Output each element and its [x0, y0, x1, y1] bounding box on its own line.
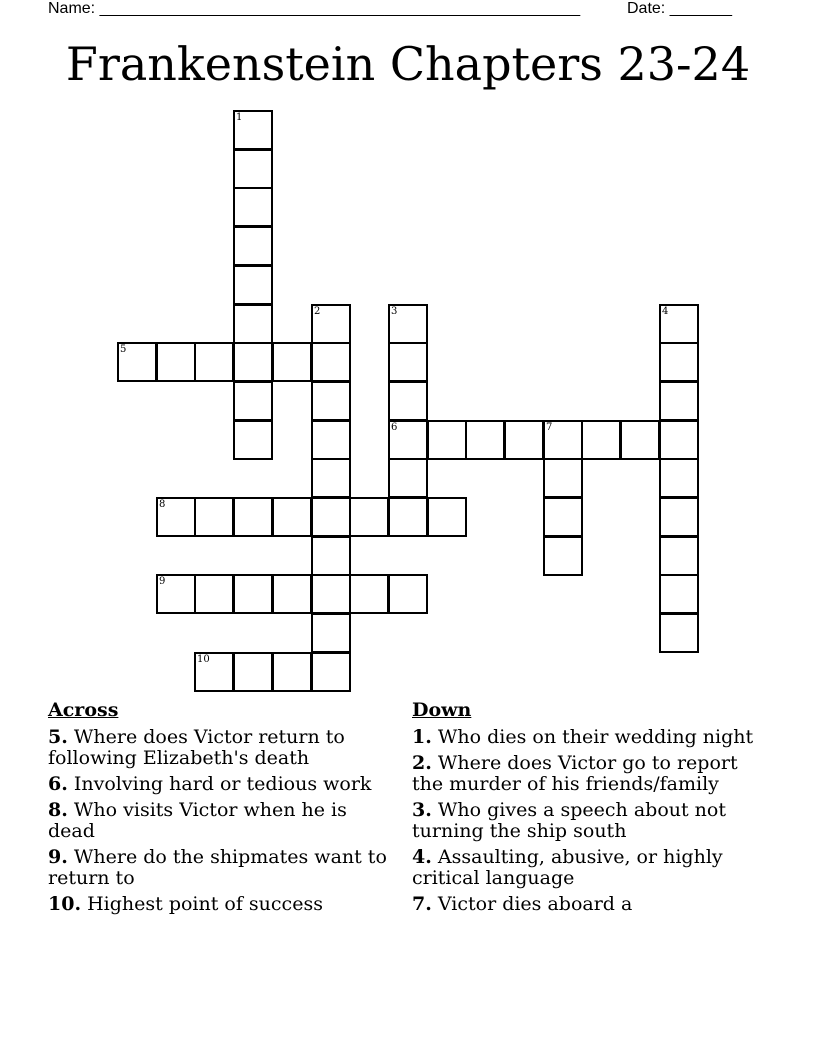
crossword-cell[interactable]: [659, 536, 699, 576]
clue-number: 3: [391, 306, 398, 317]
clue-down-4: 4. Assaulting, abusive, or highly critical language: [412, 846, 723, 889]
crossword-cell[interactable]: [233, 574, 273, 614]
crossword-cell[interactable]: [233, 652, 273, 692]
crossword-cell[interactable]: [233, 420, 273, 460]
crossword-cell[interactable]: [427, 420, 467, 460]
crossword-cell[interactable]: [194, 652, 234, 692]
across-heading: Across: [48, 699, 119, 721]
crossword-cell[interactable]: [156, 342, 196, 382]
crossword-cell[interactable]: [349, 497, 389, 537]
clue-down-2: 2. Where does Victor go to report the murder of his friends/family: [412, 752, 738, 795]
crossword-cell[interactable]: [659, 342, 699, 382]
crossword-cell[interactable]: [233, 265, 273, 305]
crossword-cell[interactable]: [311, 381, 351, 421]
crossword-cell[interactable]: [233, 497, 273, 537]
crossword-cell[interactable]: [233, 149, 273, 189]
crossword-cell[interactable]: [349, 574, 389, 614]
crossword-cell[interactable]: [233, 304, 273, 344]
clue-down-7: 7. Victor dies aboard a: [412, 893, 633, 915]
crossword-cell[interactable]: [311, 342, 351, 382]
crossword-cell[interactable]: [311, 652, 351, 692]
crossword-cell[interactable]: [659, 381, 699, 421]
crossword-cell[interactable]: [465, 420, 505, 460]
crossword-cell[interactable]: [659, 458, 699, 498]
crossword-cell[interactable]: [504, 420, 544, 460]
crossword-cell[interactable]: [311, 574, 351, 614]
across-clues: [48, 700, 393, 920]
clue-number: 4: [662, 306, 669, 317]
crossword-cell[interactable]: [311, 420, 351, 460]
crossword-cell[interactable]: [388, 574, 428, 614]
crossword-cell[interactable]: [388, 420, 428, 460]
clue-down-3: 3. Who gives a speech about not turning the ship south: [412, 799, 726, 842]
crossword-cell[interactable]: [388, 304, 428, 344]
clue-down-1: 1. Who dies on their wedding night: [412, 726, 754, 748]
crossword-cell[interactable]: [194, 574, 234, 614]
down-clues: [412, 700, 757, 920]
crossword-cell[interactable]: [659, 613, 699, 653]
clue-number: 8: [159, 499, 166, 510]
crossword-cell[interactable]: [233, 226, 273, 266]
crossword-cell[interactable]: [311, 536, 351, 576]
crossword-cell[interactable]: [272, 342, 312, 382]
crossword-cell[interactable]: [233, 110, 273, 150]
crossword-cell[interactable]: [272, 574, 312, 614]
crossword-cell[interactable]: [233, 381, 273, 421]
crossword-cell[interactable]: [233, 187, 273, 227]
crossword-cell[interactable]: [194, 497, 234, 537]
name-field-label: Name: ______________________________________________________: [48, 0, 581, 17]
crossword-cell[interactable]: [233, 342, 273, 382]
clue-across-8: 8. Who visits Victor when he is dead: [48, 799, 347, 842]
crossword-cell[interactable]: [311, 613, 351, 653]
crossword-cell[interactable]: [194, 342, 234, 382]
crossword-cell[interactable]: [388, 497, 428, 537]
crossword-cell[interactable]: [272, 652, 312, 692]
page-title: Frankenstein Chapters 23-24: [65, 37, 751, 91]
crossword-cell[interactable]: [581, 420, 621, 460]
crossword-cell[interactable]: [311, 304, 351, 344]
date-field-label: Date: _______: [627, 0, 732, 17]
crossword-cell[interactable]: [543, 497, 583, 537]
clue-across-6: 6. Involving hard or tedious work: [48, 773, 372, 795]
crossword-cell[interactable]: [427, 497, 467, 537]
crossword-cell[interactable]: [311, 458, 351, 498]
crossword-cell[interactable]: [156, 574, 196, 614]
crossword-cell[interactable]: [156, 497, 196, 537]
crossword-cell[interactable]: [659, 420, 699, 460]
crossword-cell[interactable]: [659, 497, 699, 537]
clue-number: 6: [391, 422, 398, 433]
clue-number: 2: [314, 306, 321, 317]
crossword-cell[interactable]: [659, 574, 699, 614]
crossword-cell[interactable]: [311, 497, 351, 537]
crossword-cell[interactable]: [543, 458, 583, 498]
crossword-cell[interactable]: [388, 458, 428, 498]
clue-number: 5: [120, 344, 127, 355]
clue-across-9: 9. Where do the shipmates want to return to: [48, 846, 387, 889]
clue-number: 7: [546, 422, 553, 433]
crossword-cell[interactable]: [543, 536, 583, 576]
clue-number: 1: [236, 112, 243, 123]
crossword-cell[interactable]: [620, 420, 660, 460]
crossword-cell[interactable]: [659, 304, 699, 344]
crossword-cell[interactable]: [543, 420, 583, 460]
down-heading: Down: [412, 699, 472, 721]
clue-number: 10: [197, 654, 210, 665]
clue-across-5: 5. Where does Victor return to following Elizabeth's death: [48, 726, 345, 769]
crossword-cell[interactable]: [117, 342, 157, 382]
crossword-cell[interactable]: [388, 381, 428, 421]
clue-across-10: 10. Highest point of success: [48, 893, 323, 915]
crossword-cell[interactable]: [388, 342, 428, 382]
clue-number: 9: [159, 576, 166, 587]
crossword-cell[interactable]: [272, 497, 312, 537]
